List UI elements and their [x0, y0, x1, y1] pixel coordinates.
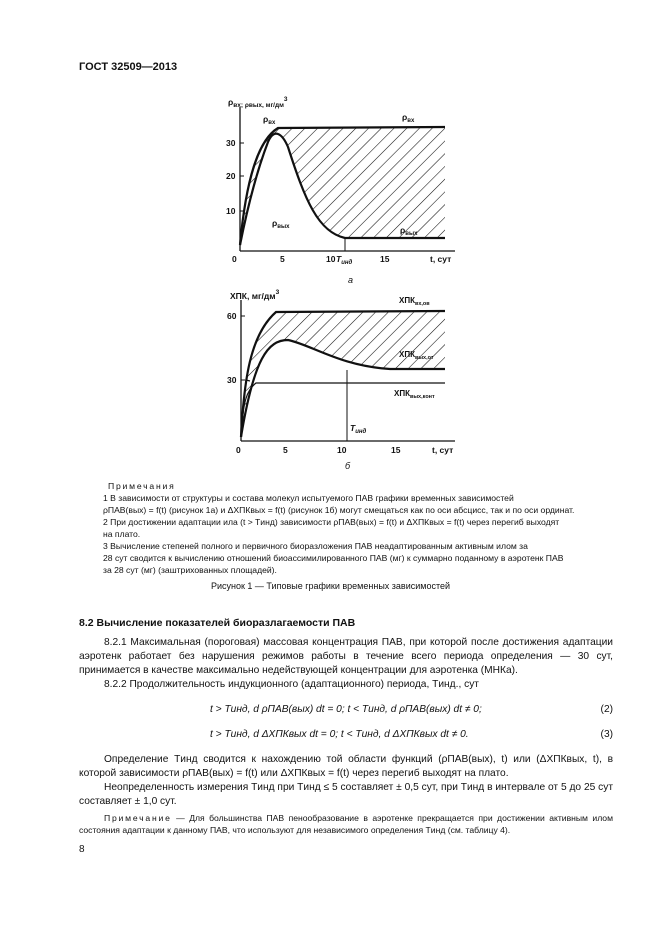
chart-a-xtick-15: 15 [380, 254, 390, 264]
paragraph-note: Примечание — Для большинства ПАВ пенообразование в аэротенке прекращается при достижении активным илом состояния адаптации к данному ПАВ, что используют для независимого определения Tинд (см. таблицу 4). [79, 813, 613, 835]
chart-a-label-in-top: $\rho_{вх}$ [263, 114, 276, 126]
notes-title: Примечания [108, 481, 176, 491]
chart-b-xtick-15: 15 [391, 445, 401, 455]
chart-a-ytick-10: 10 [226, 206, 236, 216]
chart-b-label-low: $ХПК_{вых,конт}$ [394, 389, 435, 400]
chart-a-y-label: $\rho_{вх; \rho вых, мг/дм}^3$ [228, 96, 288, 109]
note-2-line-1: 2 При достижении адаптации ила (t > Tинд) зависимости ρПАВ(вых) = f(t) и ΔХПКвых = f(t) через перегиб выходят [103, 517, 560, 527]
chart-a-xtick-0: 0 [232, 254, 237, 264]
paragraph-uncertainty: Неопределенность измерения Tинд при Tинд ≤ 5 составляет ± 0,5 сут, при Tинд в интервале от 5 до 25 сут составляет ± 1,0 сут. [79, 782, 613, 807]
note-3-line-3: за 28 сут (мг) (заштрихованных площадей). [103, 565, 277, 575]
chart-a-tind-label: $T_{инд}$ [336, 254, 353, 266]
chart-a-ytick-30: 30 [226, 138, 236, 148]
page-number: 8 [79, 844, 85, 855]
chart-a-label-in-right: $\rho_{вх}$ [402, 112, 415, 124]
chart-a-label-out-right: $\rho_{вых}$ [400, 225, 418, 237]
chart-b-tind-label: $T_{инд}$ [350, 423, 367, 435]
document-header: ГОСТ 32509—2013 [79, 61, 178, 73]
chart-b-hatched-area [241, 311, 445, 437]
chart-a-x-label: t, сут [430, 254, 452, 264]
equation-2: t > Tинд, d ρПАВ(вых) dt = 0; t < Tинд, d ρПАВ(вых) dt ≠ 0; (2) [210, 704, 613, 715]
paragraph-8-2-2: 8.2.2 Продолжительность индукционного (адаптационного) периода, Tинд., сут [104, 679, 479, 690]
chart-a-label-out: $\rho_{вых}$ [272, 218, 290, 230]
figure-notes [103, 480, 613, 576]
chart-a-panel-label: а [348, 275, 354, 285]
chart-b-xtick-10: 10 [337, 445, 347, 455]
chart-a-xtick-5: 5 [280, 254, 285, 264]
note-1-line-1: 1 В зависимости от структуры и состава молекул испытуемого ПАВ графики временных зависимостей [103, 493, 514, 503]
chart-a-hatched-area [240, 127, 445, 245]
chart-b-ytick-60: 60 [227, 311, 237, 321]
chart-b-label-mid: $ХПК_{вых,от}$ [399, 350, 434, 361]
paragraph-definition: Определение Tинд сводится к нахождению той области функций (ρПАВ(вых), t) или (ΔХПКвых, t), в которой зависимости ρПАВ(вых) = f(t) или ΔХПКвых = f(t) через перегиб выходят на плато. [79, 754, 613, 779]
note-3-line-2: 28 сут сводится к вычислению отношений биоассимилированного ПАВ (мг) к суммарно поданному в аэротенк ПАВ [103, 553, 564, 563]
chart-b-xtick-0: 0 [236, 445, 241, 455]
chart-b-y-label: ХПК, $мг/дм^3$ [230, 289, 280, 301]
note-2-line-2: на плато. [103, 529, 141, 539]
paragraph-8-2-1: 8.2.1 Максимальная (пороговая) массовая концентрация ПАВ, при которой после достижения адаптации аэротенк работает без нарушения режимов работы в течение всего периода определения — 30 сут, принимается в качестве максимально недействующей концентрации для аэротенка (МНКа). [79, 637, 613, 676]
equation-3: t > Tинд, d ΔХПКвых dt = 0; t < Tинд, d ΔХПКвых dt ≠ 0. (3) [210, 729, 613, 740]
note-1-line-2: ρПАВ(вых) = f(t) (рисунок 1а) и ΔХПКвых = f(t) (рисунок 1б) могут смещаться как по оси абсцисс, так и по оси ординат. [103, 505, 575, 515]
chart-b-label-top: $ХПК_{вх,ов}$ [399, 296, 430, 307]
chart-b-ytick-30: 30 [227, 375, 237, 385]
chart-a-ytick-20: 20 [226, 171, 236, 181]
section-title: 8.2 Вычисление показателей биоразлагаемости ПАВ [79, 617, 356, 629]
note-3-line-1: 3 Вычисление степеней полного и первичного биоразложения ПАВ неадаптированным активным илом за [103, 541, 528, 551]
chart-b-x-label: t, сут [432, 445, 454, 455]
figure-caption: Рисунок 1 — Типовые графики временных зависимостей [210, 581, 450, 591]
chart-b [227, 289, 455, 470]
chart-b-curve-low [241, 383, 445, 437]
chart-b-xtick-5: 5 [283, 445, 288, 455]
chart-a [226, 96, 455, 285]
chart-a-xtick-10: 10 [326, 254, 336, 264]
chart-b-panel-label: б [345, 461, 351, 470]
